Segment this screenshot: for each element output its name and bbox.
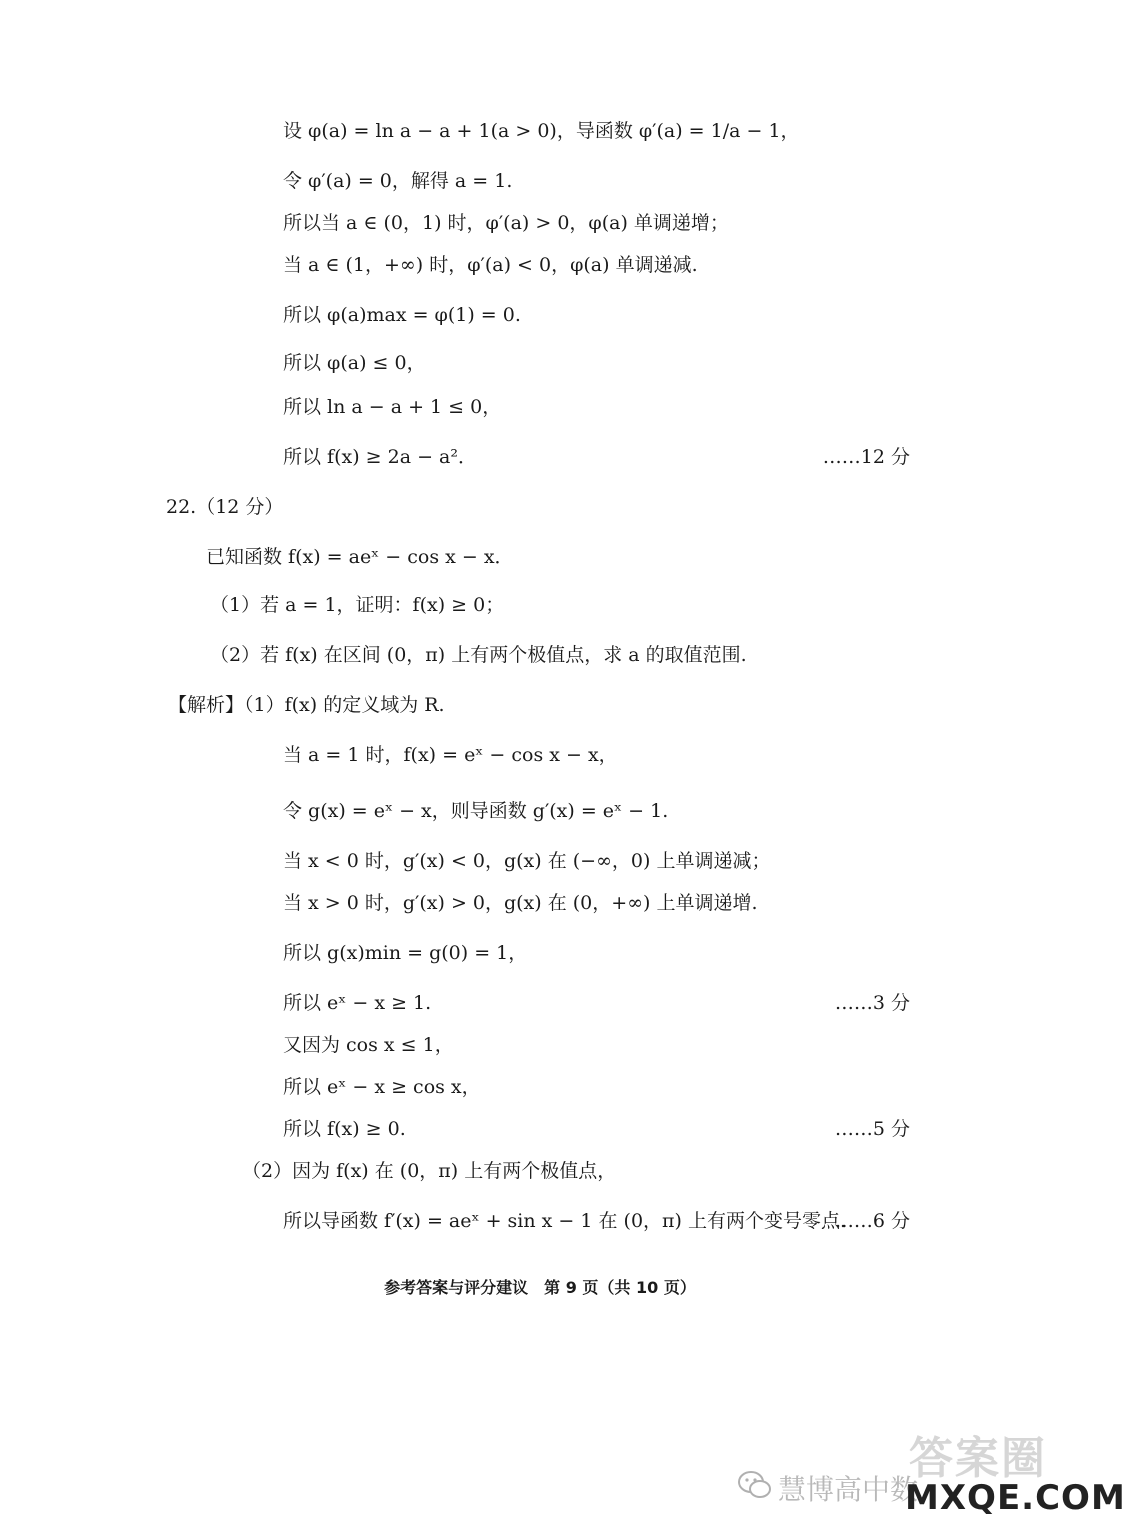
score-mark: ……5 分 xyxy=(834,1118,910,1140)
text-line: 令 g(x) = eˣ − x，则导函数 g′(x) = eˣ − 1. xyxy=(283,800,669,822)
text-line: 所以 f(x) ≥ 2a − a²． xyxy=(283,446,477,468)
text-line: 所以 ln a − a + 1 ≤ 0， xyxy=(283,396,502,418)
wechat-icon xyxy=(738,1470,772,1500)
watermark-logo xyxy=(895,1422,1126,1522)
text-line: 所以导函数 f′(x) = aeˣ + sin x − 1 在 (0，π) 上有两个变号零点. xyxy=(283,1210,847,1232)
text-line: 当 x > 0 时，g′(x) > 0，g(x) 在 (0，+∞) 上单调递增. xyxy=(283,892,758,914)
text-line: 当 x < 0 时，g′(x) < 0，g(x) 在 (−∞，0) 上单调递减； xyxy=(283,850,771,872)
text-line: 当 a ∈ (1，+∞) 时，φ′(a) < 0，φ(a) 单调递减. xyxy=(283,254,698,276)
watermark-account: 慧博高中数 xyxy=(778,1473,919,1506)
score-mark: ……12 分 xyxy=(822,446,910,468)
text-line: 所以 eˣ − x ≥ 1. xyxy=(283,992,432,1014)
text-line: 所以 f(x) ≥ 0. xyxy=(283,1118,406,1140)
text-line: （2）因为 f(x) 在 (0，π) 上有两个极值点， xyxy=(242,1160,617,1182)
text-line: 已知函数 f(x) = aeˣ − cos x − x． xyxy=(206,546,514,568)
watermark-url: MXQE.COM xyxy=(905,1478,1126,1518)
watermark-logo-text: 答案圈 xyxy=(909,1433,1047,1484)
text-line: 所以 φ(a) ≤ 0， xyxy=(283,352,426,374)
score-mark: ……3 分 xyxy=(834,992,910,1014)
page-footer: 参考答案与评分建议 第 9 页（共 10 页） xyxy=(384,1278,696,1297)
text-line: 又因为 cos x ≤ 1， xyxy=(283,1034,454,1056)
text-line: 所以 eˣ − x ≥ cos x， xyxy=(283,1076,481,1098)
text-line: 当 a = 1 时，f(x) = eˣ − cos x − x， xyxy=(283,744,618,766)
text-line: （1）若 a = 1，证明：f(x) ≥ 0； xyxy=(210,594,505,616)
text-line: 设 φ(a) = ln a − a + 1(a > 0)，导函数 φ′(a) = 1/a − 1， xyxy=(283,120,800,142)
text-line: 令 φ′(a) = 0，解得 a = 1. xyxy=(283,170,513,192)
text-line: （2）若 f(x) 在区间 (0，π) 上有两个极值点，求 a 的取值范围. xyxy=(210,644,747,666)
text-line: 所以当 a ∈ (0，1) 时，φ′(a) > 0，φ(a) 单调递增； xyxy=(283,212,729,234)
text-line: 所以 g(x)min = g(0) = 1， xyxy=(283,942,528,964)
text-line: 22.（12 分） xyxy=(166,496,284,518)
text-line: 【解析】（1）f(x) 的定义域为 R. xyxy=(168,694,445,716)
score-mark: ……6 分 xyxy=(834,1210,910,1232)
text-line: 所以 φ(a)max = φ(1) = 0. xyxy=(283,304,521,326)
